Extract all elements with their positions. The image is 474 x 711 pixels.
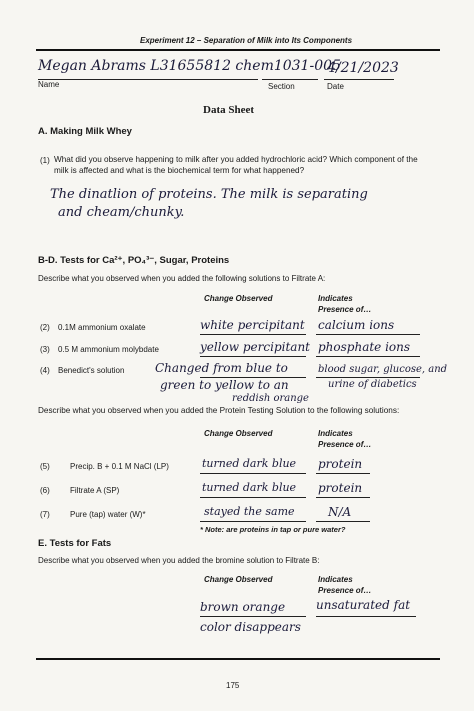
date-label: Date <box>327 82 344 91</box>
experiment-title: Experiment 12 – Separation of Milk into Its Components <box>140 36 353 45</box>
row-7-presence: N/A <box>328 505 352 519</box>
col-presence-2: Presence of… <box>318 440 372 449</box>
row-3-presence: phosphate ions <box>318 340 411 354</box>
row-7-change-line <box>200 521 306 522</box>
fat-change-line1: brown orange <box>200 600 286 614</box>
row-5-presence: protein <box>318 457 363 471</box>
row-6-change: turned dark blue <box>202 481 297 494</box>
fat-change-line2: color disappears <box>200 620 301 634</box>
col-indicates-3: Indicates <box>318 575 353 584</box>
row-4-change-line3: reddish orange <box>232 393 309 404</box>
section-label: Section <box>268 82 295 91</box>
col-change-observed-2: Change Observed <box>204 429 273 438</box>
row-6-presence: protein <box>318 481 363 495</box>
row-6-presence-line <box>316 497 370 498</box>
row-2-presence: calcium ions <box>318 318 395 332</box>
fat-presence: unsaturated fat <box>316 598 411 612</box>
row-4-change-line1: Changed from blue to <box>155 361 288 375</box>
row-5-change: turned dark blue <box>202 457 297 470</box>
water-note: * Note: are proteins in tap or pure water? <box>200 525 346 534</box>
col-indicates-2: Indicates <box>318 429 353 438</box>
row-3-presence-line <box>316 356 420 357</box>
row-4-change-line <box>200 377 306 378</box>
name-underline <box>38 79 258 80</box>
name-value: Megan Abrams L31655812 chem1031-005 <box>38 58 341 74</box>
row-7-label: Pure (tap) water (W)* <box>70 510 146 519</box>
col-indicates: Indicates <box>318 294 353 303</box>
row-4-change-line2: green to yellow to an <box>160 378 289 392</box>
filtrate-a-instruction: Describe what you observed when you added the following solutions to Filtrate A: <box>38 274 326 283</box>
row-4-label: Benedict's solution <box>58 366 125 375</box>
row-5-presence-line <box>316 473 370 474</box>
col-presence-3: Presence of… <box>318 586 372 595</box>
row-2-number: (2) <box>40 323 50 332</box>
sheet-title: Data Sheet <box>203 104 255 116</box>
row-2-change-line <box>200 334 306 335</box>
row-4-presence-line2: urine of diabetics <box>328 379 417 390</box>
q1-number: (1) <box>40 156 50 165</box>
row-4-presence-line1: blood sugar, glucose, and <box>318 364 448 375</box>
section-bd-heading: B-D. Tests for Ca²⁺, PO₄³⁻, Sugar, Proteins <box>38 255 230 266</box>
row-3-change: yellow percipitant <box>200 340 310 354</box>
q1-answer-line2: and cheam/chunky. <box>58 205 185 220</box>
date-underline <box>324 79 394 80</box>
row-7-change: stayed the same <box>204 505 295 518</box>
col-change-observed: Change Observed <box>204 294 273 303</box>
row-7-number: (7) <box>40 510 50 519</box>
name-label: Name <box>38 80 60 89</box>
section-e-heading: E. Tests for Fats <box>38 538 112 549</box>
row-6-number: (6) <box>40 486 50 495</box>
protein-instruction: Describe what you observed when you added the Protein Testing Solution to the following solutions: <box>38 406 400 415</box>
row-5-number: (5) <box>40 462 50 471</box>
row-3-label: 0.5 M ammonium molybdate <box>58 345 159 354</box>
fat-change-underline <box>200 616 306 617</box>
row-2-label: 0.1M ammonium oxalate <box>58 323 146 332</box>
footer-rule <box>36 658 440 660</box>
header-rule <box>36 49 440 51</box>
row-2-presence-line <box>316 334 420 335</box>
row-7-presence-line <box>316 521 370 522</box>
row-6-label: Filtrate A (SP) <box>70 486 120 495</box>
row-4-number: (4) <box>40 366 50 375</box>
col-change-observed-3: Change Observed <box>204 575 273 584</box>
fat-presence-underline <box>316 616 416 617</box>
filtrate-b-instruction: Describe what you observed when you added the bromine solution to Filtrate B: <box>38 556 320 565</box>
section-a-heading: A. Making Milk Whey <box>38 126 132 137</box>
row-5-label: Precip. B + 0.1 M NaCl (LP) <box>70 462 169 471</box>
row-2-change: white percipitant <box>200 318 305 332</box>
date-value: 4/21/2023 <box>327 60 399 76</box>
q1-answer-line1: The dinatlion of proteins. The milk is separating <box>50 187 368 202</box>
q1-text: What did you observe happening to milk after you added hydrochloric acid? Which component of the milk is affected and what is the biochemical term for what happened? <box>54 155 418 175</box>
row-4-presence-line <box>316 377 420 378</box>
row-3-change-line <box>200 356 306 357</box>
row-6-change-line <box>200 497 306 498</box>
row-5-change-line <box>200 473 306 474</box>
col-presence: Presence of… <box>318 305 372 314</box>
section-underline <box>262 79 318 80</box>
page-number: 175 <box>226 681 240 690</box>
row-3-number: (3) <box>40 345 50 354</box>
